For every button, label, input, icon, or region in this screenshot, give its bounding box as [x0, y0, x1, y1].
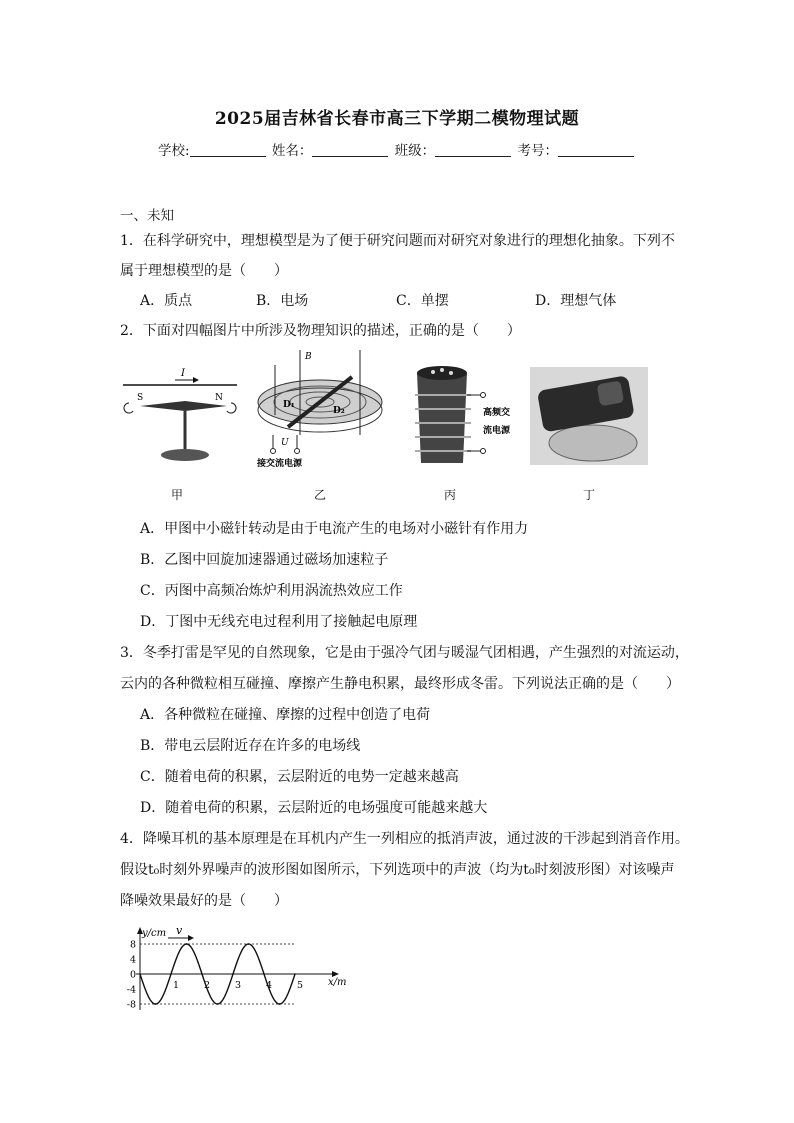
q1-option-a: A．质点	[140, 293, 193, 309]
wave-data-point	[170, 973, 172, 975]
figure-bing-furnace	[415, 366, 511, 463]
page-title: 2025届吉林省长春市高三下学期二模物理试题	[214, 109, 580, 129]
hf-label-line-1: 高频交	[483, 408, 511, 418]
caption-bing: 丙	[444, 488, 457, 502]
x-axis-label: x/m	[328, 977, 347, 988]
wave-data-point	[217, 1003, 219, 1005]
name-blank[interactable]	[312, 142, 388, 157]
q2-option-b: B．乙图中回旋加速器通过磁场加速粒子	[140, 552, 389, 568]
d1-label: D₁	[283, 400, 295, 410]
figure-jia-compass	[123, 368, 237, 461]
exam-no-label: 考号：	[517, 143, 558, 159]
ac-source-label: 接交流电源	[257, 459, 303, 469]
north-label: N	[215, 393, 223, 403]
q2-option-a: A．甲图中小磁针转动是由于电流产生的电场对小磁针有作用力	[140, 521, 529, 537]
q3-option-b: B．带电云层附近存在许多的电场线	[140, 738, 361, 754]
velocity-label: v	[176, 924, 183, 937]
class-blank[interactable]	[435, 142, 511, 157]
x-tick-label: 4	[266, 980, 273, 991]
q4-stem-line-3: 降噪效果最好的是（ ）	[120, 893, 288, 909]
wave-data-point	[263, 973, 265, 975]
y-tick-label: 4	[129, 954, 136, 966]
q3-stem-line-2: 云内的各种微粒相互碰撞、摩擦产生静电积累，最终形成冬雷。下列说法正确的是（ ）	[120, 676, 680, 692]
q3-option-d: D．随着电荷的积累，云层附近的电场强度可能越来越大	[140, 800, 488, 816]
q1-option-c: C．单摆	[396, 293, 449, 309]
hf-label-line-2: 流电源	[483, 426, 511, 436]
wave-data-point	[186, 943, 188, 945]
field-label: B	[305, 352, 312, 362]
wave-data-point	[279, 1003, 281, 1005]
figure-yi-cyclotron	[256, 350, 382, 469]
wave-data-point	[139, 973, 141, 975]
caption-yi: 乙	[314, 488, 327, 502]
south-label: S	[137, 393, 144, 403]
wave-data-point	[201, 973, 203, 975]
wave-data-point	[232, 973, 234, 975]
y-tick-label: 0	[129, 969, 136, 981]
q1-stem-line-2: 属于理想模型的是（ ）	[120, 263, 288, 279]
caption-jia: 甲	[171, 488, 184, 502]
d2-label: D₂	[333, 406, 345, 416]
class-label: 班级：	[394, 143, 436, 159]
voltage-label: U	[281, 438, 289, 448]
q1-option-d: D．理想气体	[535, 293, 617, 309]
exam-no-blank[interactable]	[558, 142, 634, 157]
x-tick-label: 2	[204, 980, 211, 991]
school-label: 学校:	[158, 143, 190, 159]
q3-stem-line-1: 3．冬季打雷是罕见的自然现象，它是由于强冷气团与暖湿气团相遇，产生强烈的对流运动，	[120, 645, 689, 661]
x-tick-label: 1	[173, 980, 180, 991]
wave-data-point	[155, 1003, 157, 1005]
q4-stem-line-2: 假设t₀时刻外界噪声的波形图如图所示，下列选项中的声波（均为t₀时刻波形图）对该噪声	[120, 862, 675, 878]
y-tick-label: -4	[126, 984, 136, 996]
q2-option-c: C．丙图中高频冶炼炉利用涡流热效应工作	[140, 583, 403, 599]
q1-stem-line-1: 1．在科学研究中，理想模型是为了便于研究问题而对研究对象进行的理想化抽象。下列不	[120, 233, 675, 249]
x-tick-label: 5	[297, 980, 304, 991]
x-tick-label: 3	[235, 980, 242, 991]
q2-option-d: D．丁图中无线充电过程利用了接触起电原理	[140, 614, 418, 630]
y-tick-label: 8	[129, 939, 136, 951]
q4-stem-line-1: 4．降噪耳机的基本原理是在耳机内产生一列相应的抵消声波，通过波的干涉起到消音作用。	[120, 831, 689, 847]
school-blank[interactable]	[190, 142, 266, 157]
q2-figures	[115, 345, 675, 475]
name-label: 姓名：	[271, 143, 313, 159]
section-heading: 一、未知	[120, 208, 174, 224]
current-label: I	[181, 368, 185, 379]
wave-data-point	[294, 973, 296, 975]
caption-ding: 丁	[583, 488, 596, 502]
q4-wave-graph	[118, 922, 358, 1017]
y-axis-label: y/cm	[142, 928, 167, 939]
q1-option-b: B．电场	[256, 293, 309, 309]
wave-data-point	[248, 943, 250, 945]
q3-option-c: C．随着电荷的积累，云层附近的电势一定越来越高	[140, 769, 459, 785]
y-tick-label: -8	[126, 999, 136, 1011]
student-info-row	[0, 139, 794, 159]
figure-ding-wireless-charging	[530, 367, 648, 465]
q3-option-a: A．各种微粒在碰撞、摩擦的过程中创造了电荷	[140, 707, 431, 723]
q2-stem: 2．下面对四幅图片中所涉及物理知识的描述，正确的是（ ）	[120, 323, 521, 339]
